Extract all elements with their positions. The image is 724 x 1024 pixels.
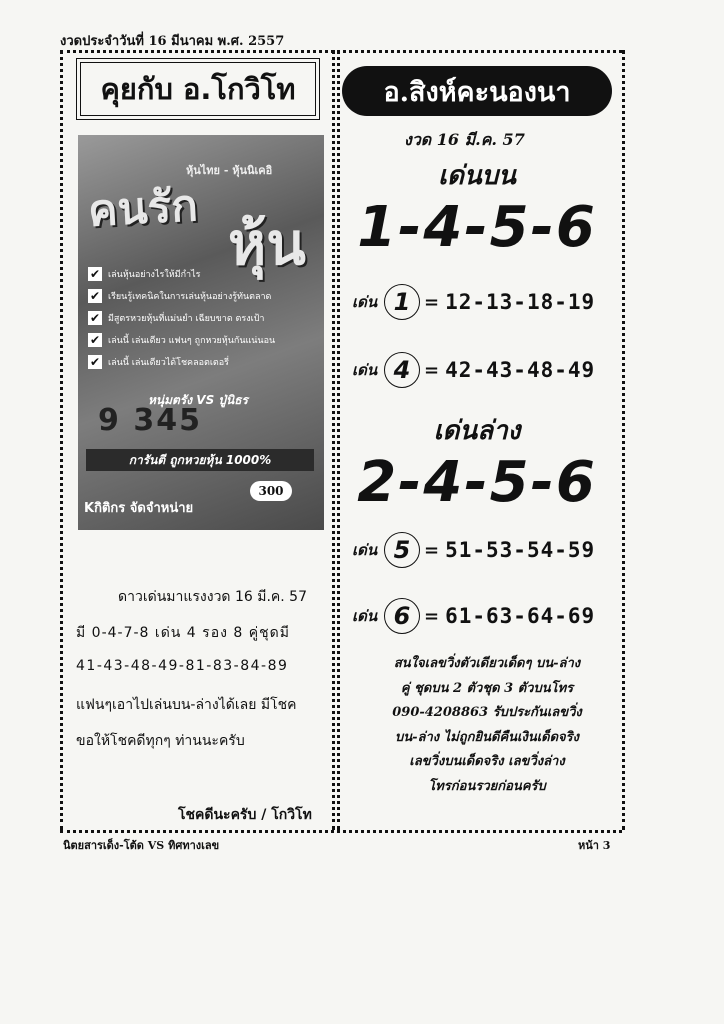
row-numbers: 61-63-64-69: [445, 604, 596, 628]
check-icon: ✔: [89, 333, 101, 347]
issue-date-header: งวดประจำวันที่ 16 มีนาคม พ.ศ. 2557: [60, 34, 285, 49]
top-row: [352, 350, 595, 390]
book-cover-ad: [78, 135, 324, 530]
promo-line: 090-4208863 รับประกันเลขวิ่ง: [392, 705, 582, 720]
row-label: เด่น: [352, 361, 378, 379]
cover-title-line1: คนรัก: [86, 180, 200, 237]
row-digit-circle: 1: [384, 284, 420, 320]
row-digit-circle: 4: [384, 352, 420, 388]
row-label: เด่น: [352, 607, 378, 625]
promo-line: โทรก่อนรวยก่อนครับ: [428, 778, 546, 794]
cover-vs-line: หนุ่มตรัง VS ปู่นิธร: [148, 393, 248, 407]
column-divider-inner: [337, 50, 340, 830]
row-numbers: 12-13-18-19: [445, 290, 596, 314]
column-title-kuykap: คุยกับ อ.โกวิโท: [80, 62, 316, 116]
bottom-heading: เด่นล่าง: [433, 416, 521, 446]
frame-bottom-border: [60, 830, 622, 833]
row-digit-circle: 5: [384, 532, 420, 568]
top-heading: เด่นบน: [438, 161, 516, 191]
promo-text: [352, 652, 622, 799]
row-equals: =: [424, 605, 440, 627]
cover-title-line2: หุ้น: [228, 210, 306, 278]
body-line: ดาวเด่นมาแรงงวด 16 มี.ค. 57: [118, 589, 307, 605]
check-icon: ✔: [89, 355, 101, 369]
footer-page-number: หน้า 3: [578, 839, 611, 852]
cover-bullet: ✔ เล่นหุ้นอย่างไรให้มีกำไร: [89, 267, 201, 281]
cover-subtitle: หุ้นไทย - หุ้นนิเคอิ: [186, 164, 273, 177]
frame-top-border: [60, 50, 622, 53]
draw-date: งวด 16 มี.ค. 57: [404, 130, 525, 149]
body-line: มี 0-4-7-8 เด่น 4 รอง 8 คู่ชุดมี: [76, 625, 290, 641]
cover-bullet: ✔ มีสูตรหวยหุ้นที่แม่นยำ เฉียบขาด ตรงเป้า: [89, 311, 265, 325]
row-equals: =: [424, 539, 440, 561]
frame-left-border: [60, 50, 63, 830]
cover-guarantee-banner: การันตี ถูกหวยหุ้น 1000%: [86, 449, 314, 471]
row-equals: =: [424, 359, 440, 381]
bottom-row: [352, 530, 595, 570]
check-icon: ✔: [89, 289, 101, 303]
cover-price-badge: 300: [250, 481, 292, 501]
cover-bullet: ✔ เรียนรู้เทคนิคในการเล่นหุ้นอย่างรู้ทันตลาด: [89, 289, 272, 303]
check-icon: ✔: [89, 311, 101, 325]
cover-bullet: ✔ เล่นนี้ เล่นเดียวได้โชคลอตเตอรี่: [89, 355, 230, 369]
cover-bullet-list: [88, 263, 318, 373]
body-line: 41-43-48-49-81-83-84-89: [76, 658, 289, 674]
row-label: เด่น: [352, 541, 378, 559]
row-label: เด่น: [352, 293, 378, 311]
cover-bullet: ✔ เล่นนี้ เล่นเดียว แฟนๆ ถูกหวยหุ้นกันแน่นอน: [89, 333, 276, 347]
check-icon: ✔: [89, 267, 101, 281]
footer-magazine-name: นิตยสารเด็ง-โต้ด VS ทิศทางเลข: [63, 839, 220, 852]
row-digit-circle: 6: [384, 598, 420, 634]
promo-line: เลขวิ่งบนเด็ดจริง เลขวิ่งล่าง: [409, 754, 565, 769]
promo-line: บน-ล่าง ไม่ถูกยินดีคืนเงินเด็ดจริง: [394, 729, 579, 745]
promo-line: สนใจเลขวิ่งตัวเดียวเด็ดๆ บน-ล่าง: [393, 656, 581, 671]
body-line: แฟนๆเอาไปเล่นบน-ล่างได้เลย มีโชค: [76, 697, 297, 713]
row-equals: =: [424, 291, 440, 313]
row-numbers: 51-53-54-59: [445, 538, 596, 562]
cover-publisher: Kกิติกร จัดจำหน่าย: [84, 501, 194, 516]
bottom-main-number: 2-4-5-6: [357, 450, 597, 515]
frame-right-border: [622, 50, 625, 830]
body-line: ขอให้โชคดีทุกๆ ท่านนะครับ: [76, 733, 245, 749]
top-main-number: 1-4-5-6: [357, 195, 597, 260]
column-title-singkhanongna: อ.สิงห์คะนองนา: [342, 66, 612, 116]
top-row: [352, 282, 595, 322]
promo-line: คู่ ชุดบน 2 ตัวชุด 3 ตัวบนโทร: [400, 680, 574, 696]
cover-numbers: 9 345: [98, 403, 202, 438]
bottom-row: [352, 596, 595, 636]
author-signature: โชคดีนะครับ / โกวิโท: [178, 807, 312, 823]
row-numbers: 42-43-48-49: [445, 358, 596, 382]
column-divider: [332, 50, 335, 830]
